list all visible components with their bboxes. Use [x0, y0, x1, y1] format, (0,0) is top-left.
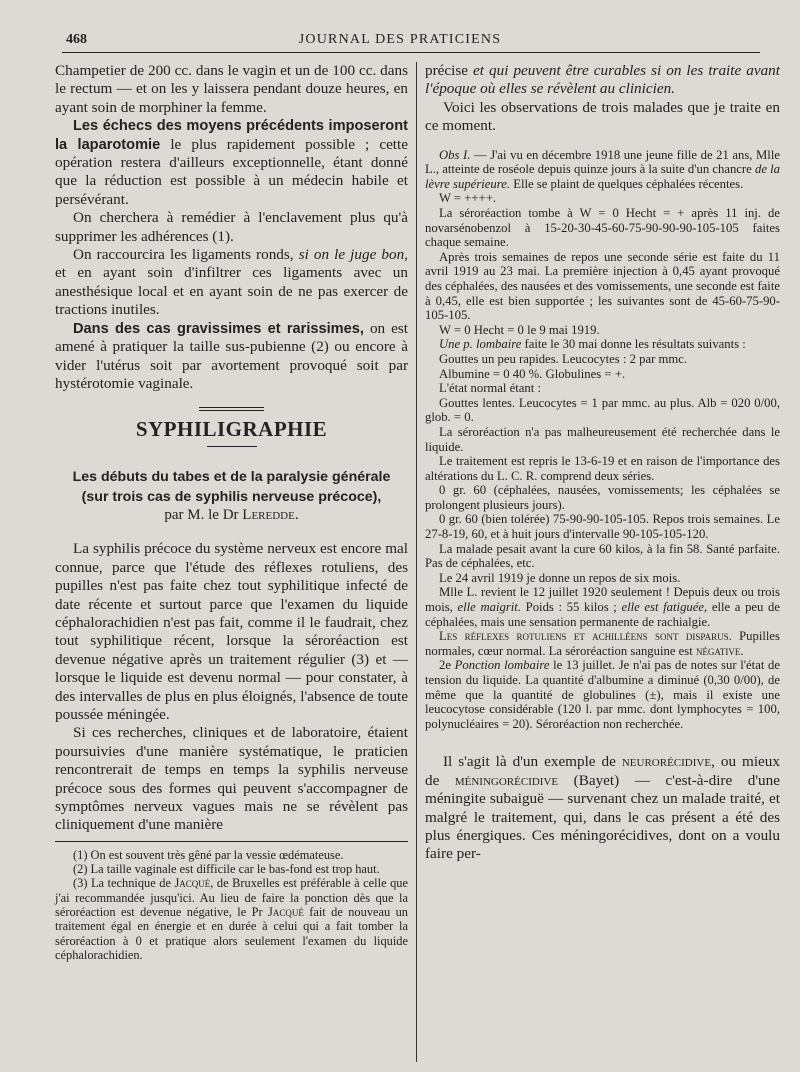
- observation-paragraph: [425, 629, 780, 658]
- small-caps-run: Les réflexes rotuliens et achilléens sont disparus.: [439, 629, 732, 644]
- paragraph: La syphilis précoce du système nerveux est encore mal connue, parce que l'étude des réflexes rotuliens, des pupilles n'est pas faite chez tout syphilitique infecté de date récente et surtout parce que l'examen du liquide céphalorachidien n'est pas fait, comme il le faudrait, chez tout syphilitique récent, lorsque la séroréaction est devenue négative après un traitement régulier (3) et — lorsque le liquide est devenu normal — pour constater, à des intervalles de plus en plus éloignés, l'absence de toute poussée méningée.: [55, 540, 408, 723]
- text-run: (3) La technique de: [73, 876, 175, 891]
- observation-paragraph: Gouttes un peu rapides. Leucocytes : 2 par mmc.: [439, 351, 688, 366]
- small-caps-run: négative.: [695, 643, 744, 658]
- paragraph: [425, 753, 780, 863]
- text-run: fait de nouveau un traitement égal en énergie et en durée à celui qui a fait tomber la séroréaction à 0 et pratique alors seulement l'examen du liquide céphalorachidien.: [55, 905, 408, 962]
- byline-prefix: par M. le Dr: [164, 507, 243, 524]
- observation-paragraph: W = 0 Hecht = 0 le 9 mai 1919.: [439, 322, 600, 337]
- footnote: [55, 876, 408, 962]
- paragraph: [55, 246, 408, 320]
- paragraph: Si ces recherches, cliniques et de laboratoire, étaient poursuivies d'une manière systématique, le praticien rencontrerait de temps en temps la syphilis nerveuse précoce sous des formes qui peuvent s'accompagner de symptômes nerveux vagues mais ne se révèlent pas cliniquement d'une manière: [55, 724, 408, 834]
- footnote: (2) La taille vaginale est difficile car le bas-fond est trop haut.: [73, 862, 380, 877]
- footnote: (1) On est souvent très gêné par la vessie œdémateuse.: [73, 847, 344, 862]
- byline: [55, 507, 408, 524]
- observation-paragraph: [425, 148, 780, 192]
- section-title: SYPHILIGRAPHIE: [135, 417, 328, 442]
- small-caps-run: neurorécidive: [621, 753, 712, 771]
- small-caps-run: Jacqué: [268, 905, 304, 919]
- journal-title: JOURNAL DES PRATICIENS: [298, 32, 502, 47]
- text-run: Mlle L. revient le 12 juillet 1920 seulement ! Depuis deux ou trois mois,: [425, 585, 780, 615]
- text-run: faite le 30 mai donne les résultats suivants :: [521, 337, 746, 352]
- observation-paragraph: Albumine = 0 40 %. Globulines = +.: [439, 366, 626, 381]
- observation-paragraph: [425, 658, 780, 731]
- text-run: 2e: [439, 658, 455, 673]
- text-run: Elle se plaint de quelques céphalées récentes.: [510, 176, 744, 191]
- observation-paragraph: La séroréaction n'a pas malheureusement été recherchée dans le liquide.: [425, 424, 780, 454]
- italic-run: elle est fatiguée,: [621, 600, 708, 615]
- column-divider: [416, 62, 417, 1062]
- section-double-rule: [199, 407, 264, 411]
- article-subtitle: (sur trois cas de syphilis nerveuse précoce),: [81, 489, 382, 506]
- paragraph: [55, 320, 408, 394]
- author-name: Leredde.: [242, 507, 299, 524]
- observation-paragraph: Le 24 avril 1919 je donne un repos de six mois.: [439, 570, 681, 585]
- obs-label: Obs I.: [439, 147, 471, 162]
- text-run: et en ayant soin d'infiltrer ces ligaments avec un anesthésique local et en ayant soin de ne pas exercer de tractions inutiles.: [55, 264, 408, 319]
- text-run: Pupilles normales, cœur normal. La séroréaction sanguine est: [425, 629, 780, 658]
- right-column: [425, 62, 780, 864]
- left-column: [55, 62, 408, 962]
- observation-paragraph: L'état normal étant :: [439, 381, 541, 396]
- italic-run: elle maigrit.: [457, 600, 521, 615]
- text-run: on est amené à pratiquer la taille sus-pubienne (2) ou encore à vider l'utérus soit par avortement provoqué soit par hystérotomie vaginale.: [55, 319, 409, 392]
- small-caps-run: Jacqué: [174, 876, 211, 891]
- italic-run: et qui peuvent être curables si on les traite avant l'époque où elles se révèlent au clinicien.: [425, 62, 780, 98]
- small-caps-run: méningorécidive: [454, 771, 559, 789]
- observation-paragraph: La séroréaction tombe à W = 0 Hecht = + après 11 inj. de novarsénobenzol à 15-20-30-45-60-75-90-90-90-105-105 faites chaque semaine.: [425, 206, 780, 250]
- text-run: Il s'agit là d'un exemple de: [443, 753, 622, 771]
- observation-paragraph: 0 gr. 60 (bien tolérée) 75-90-90-105-105. Repos trois semaines. Le 27-8-19, 60, et à huit jours d'intervalle 90-105-105-120.: [425, 512, 780, 542]
- running-header: [40, 28, 760, 54]
- paragraph: Champetier de 200 cc. dans le vagin et un de 100 cc. dans le rectum — et on les y laissera pendant douze heures, en ayant soin de morphiner la femme.: [55, 62, 408, 116]
- bold-run: Dans des cas gravissimes et rarissimes,: [73, 320, 364, 337]
- text-run: elle a peu de céphalées, mais une sensation permanente de rachialgie.: [425, 600, 780, 629]
- observation-paragraph: Après trois semaines de repos une seconde série est faite du 11 avril 1919 au 23 mai. La première injection à 0,45 ayant provoqué des céphalées, des nausées et des vomissements, une seconde est faite à 0,45, elle est bien supportée ; les suivantes sont de 45-60-75-90-105-105.: [425, 249, 780, 323]
- text-run: précise: [425, 62, 474, 79]
- text-run: le plus rapidement possible ; cette opération restera d'ailleurs exceptionnelle, étant donné que la réduction est possible à un médecin habile et persévérant.: [55, 135, 408, 208]
- paragraph: Voici les observations de trois malades que je traite en ce moment.: [425, 98, 780, 135]
- text-run: On raccourcira les ligaments ronds,: [73, 246, 299, 264]
- paragraph: [425, 62, 780, 99]
- text-run: (Bayet) — c'est-à-dire d'une méningite subaiguë — survenant chez un malade traité, et malgré le traitement, qui, dans le cas présent a été des plus énergiques. Ces méningorécidives, dont on a voulu faire per-: [425, 771, 780, 863]
- observation-paragraph: Le traitement est repris le 13-6-19 et en raison de l'importance des altérations du L. C. R. comprend deux séries.: [425, 454, 780, 483]
- article-title: Les débuts du tabes et de la paralysie générale: [72, 469, 391, 486]
- page-number: 468: [66, 32, 87, 47]
- italic-run: si on le juge bon,: [298, 246, 408, 264]
- bold-run: Les échecs des moyens précédents imposeront la laparotomie: [55, 118, 408, 153]
- header-rule: [62, 52, 760, 53]
- italic-run: de la lèvre supérieure.: [425, 162, 780, 191]
- text-run: , ou mieux de: [425, 753, 780, 789]
- text-run: , de Bruxelles est préférable à celle que j'ai recommandée jusqu'ici. Au lieu de faire la ponction dès que la séroréaction est devenue négative, le Pr: [55, 876, 408, 919]
- italic-run: Une p. lombaire: [439, 337, 522, 352]
- observation-paragraph: [425, 585, 780, 629]
- paragraph: On cherchera à remédier à l'enclavement plus qu'à supprimer les adhérences (1).: [55, 209, 408, 245]
- text-run: — J'ai vu en décembre 1918 une jeune fille de 21 ans, Mlle L., atteinte de roséole depuis quinze jours à la suite d'un chancre: [425, 147, 780, 177]
- observation-paragraph: Gouttes lentes. Leucocytes = 1 par mmc. au plus. Alb = 020 0/00, glob. = 0.: [425, 395, 780, 425]
- observation-paragraph: W = ++++.: [439, 191, 497, 206]
- paragraph: [55, 117, 408, 209]
- observation-paragraph: [425, 337, 780, 352]
- observation-paragraph: 0 gr. 60 (céphalées, nausées, vomissements; les céphalées se prolongent plusieurs jours).: [425, 483, 780, 512]
- text-run: Poids : 55 kilos ;: [521, 600, 622, 615]
- observation-paragraph: La malade pesait avant la cure 60 kilos, à la fin 58. Santé parfaite. Pas de céphalées, etc.: [425, 541, 780, 571]
- text-run: le 13 juillet. Je n'ai pas de notes sur l'état de tension du liquide. La quantité d'albumine a diminué (0,30 0/00), de même que la quantité de globulines (±), mais il existe une leucocytose considérable (120 l. par mmc. dont lymphocytes = 100, polynucléaires = 20). Séroréaction non recherchée.: [425, 658, 780, 731]
- italic-run: Ponction lombaire: [454, 658, 550, 673]
